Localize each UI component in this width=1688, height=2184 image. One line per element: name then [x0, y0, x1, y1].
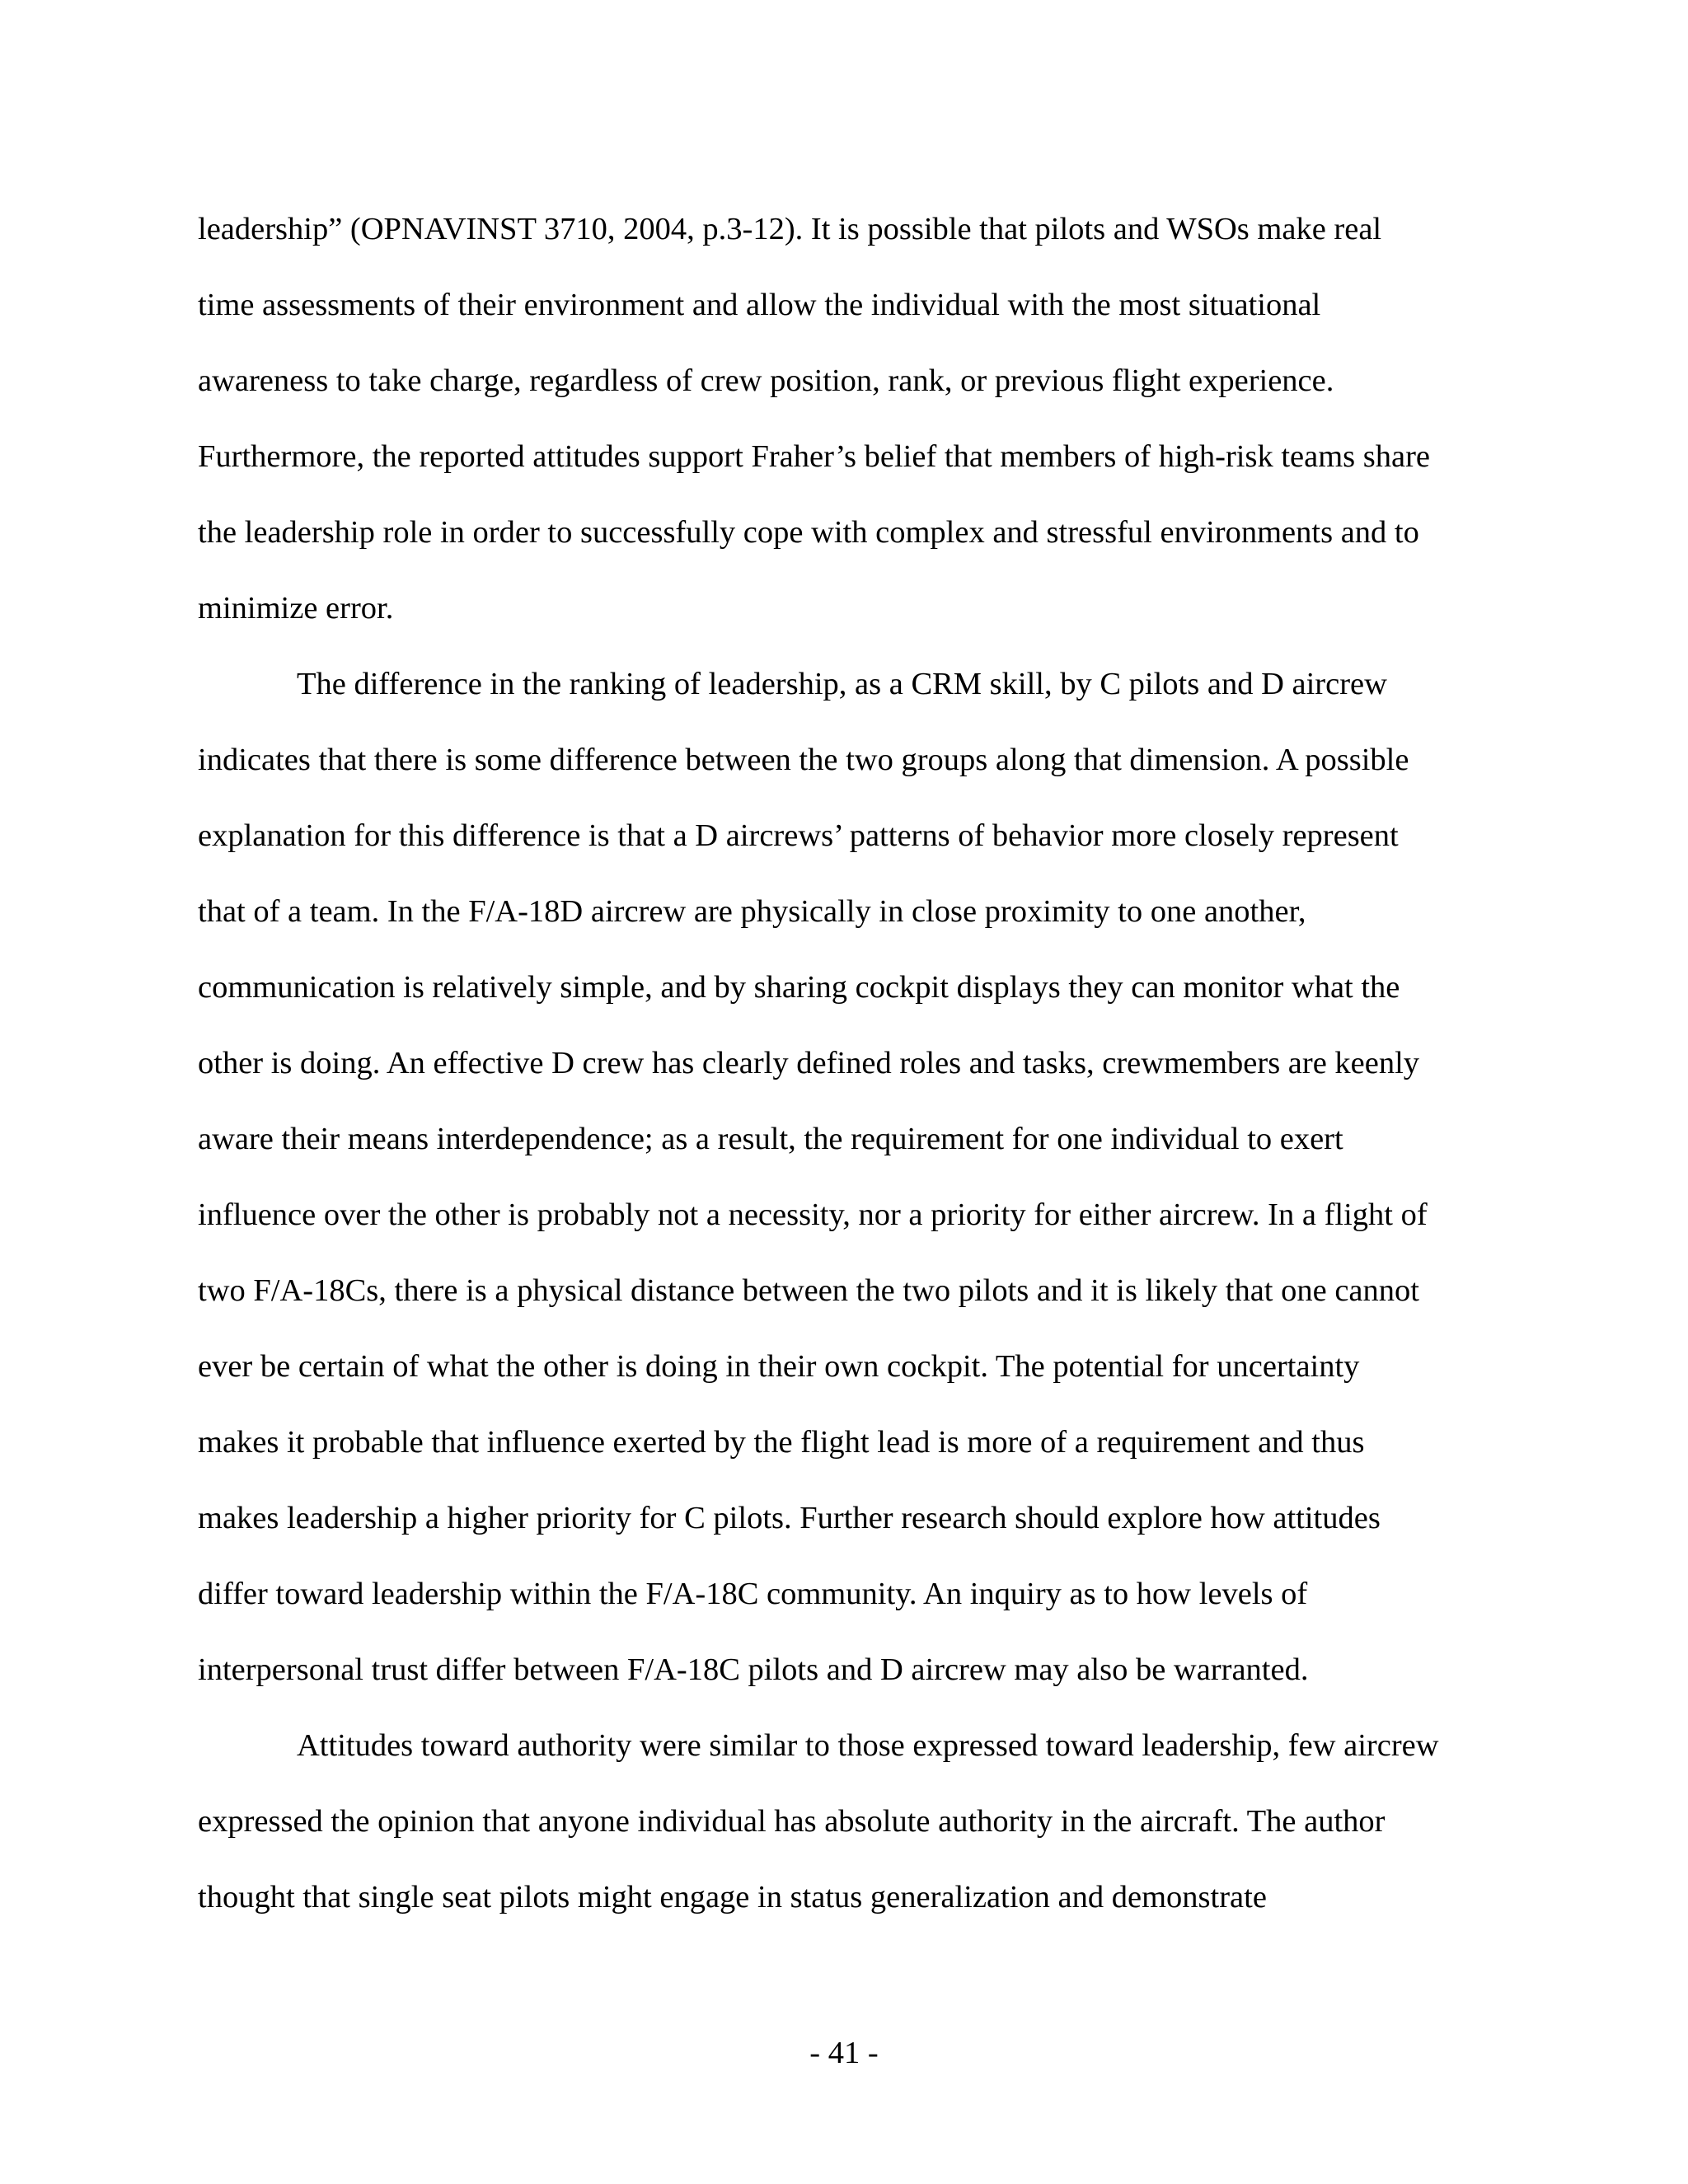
text-line: two F/A-18Cs, there is a physical distance between the two pilots and it is likely that one cannot	[198, 1273, 1419, 1308]
text-line: differ toward leadership within the F/A-18C community. An inquiry as to how levels of	[198, 1577, 1308, 1611]
text-line: Attitudes toward authority were similar to those expressed toward leadership, few aircrew	[297, 1728, 1439, 1763]
text-line: time assessments of their environment and allow the individual with the most situational	[198, 288, 1321, 322]
text-line: communication is relatively simple, and by sharing cockpit displays they can monitor what the	[198, 970, 1400, 1005]
text-line: other is doing. An effective D crew has clearly defined roles and tasks, crewmembers are keenly	[198, 1046, 1420, 1080]
text-line: Furthermore, the reported attitudes support Fraher’s belief that members of high-risk teams share	[198, 439, 1431, 474]
paragraph-3	[198, 1708, 1496, 1935]
paragraph-1	[198, 191, 1496, 646]
body-text	[198, 191, 1496, 1935]
text-line: awareness to take charge, regardless of crew position, rank, or previous flight experience.	[198, 363, 1334, 398]
text-line: makes it probable that influence exerted by the flight lead is more of a requirement and thus	[198, 1425, 1365, 1460]
text-line: the leadership role in order to successfully cope with complex and stressful environments and to	[198, 515, 1419, 550]
text-line: aware their means interdependence; as a result, the requirement for one individual to exert	[198, 1122, 1343, 1156]
text-line: ever be certain of what the other is doing in their own cockpit. The potential for uncertainty	[198, 1349, 1360, 1384]
text-line: that of a team. In the F/A-18D aircrew are physically in close proximity to one another,	[198, 894, 1306, 929]
text-line: interpersonal trust differ between F/A-18C pilots and D aircrew may also be warranted.	[198, 1652, 1309, 1687]
paragraph-2	[198, 646, 1496, 1708]
text-line: influence over the other is probably not a necessity, nor a priority for either aircrew. In a flight of	[198, 1197, 1428, 1232]
text-line: minimize error.	[198, 591, 394, 626]
text-line: expressed the opinion that anyone individual has absolute authority in the aircraft. The author	[198, 1804, 1386, 1839]
text-line: The difference in the ranking of leadership, as a CRM skill, by C pilots and D aircrew	[297, 667, 1387, 701]
text-line: thought that single seat pilots might engage in status generalization and demonstrate	[198, 1880, 1267, 1915]
text-line: leadership” (OPNAVINST 3710, 2004, p.3-12). It is possible that pilots and WSOs make real	[198, 212, 1382, 246]
text-line: explanation for this difference is that a D aircrews’ patterns of behavior more closely represent	[198, 818, 1399, 853]
text-line: indicates that there is some difference between the two groups along that dimension. A possible	[198, 743, 1409, 777]
text-line: makes leadership a higher priority for C pilots. Further research should explore how attitudes	[198, 1501, 1381, 1535]
page-number: - 41 -	[809, 2036, 879, 2070]
